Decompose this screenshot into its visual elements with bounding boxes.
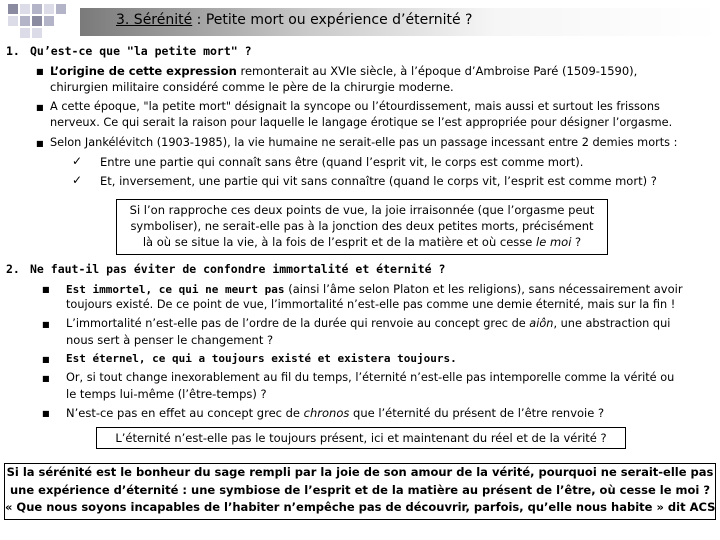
bullet-icon: ■: [36, 139, 44, 148]
checkmark-icon: ✓: [72, 173, 83, 187]
bullet-icon: ■: [42, 355, 50, 364]
s2-bullet2-line1: L’immortalité n’est-elle pas de l’ordre de la durée qui renvoie au concept grec de aiôn, une abstraction qui: [66, 317, 671, 330]
conclusion-box: [4, 463, 716, 520]
s2-bullet2-line2: nous sert à penser le changement ?: [66, 333, 274, 347]
bullet-icon: ■: [42, 409, 50, 418]
bullet-icon: ■: [42, 320, 50, 329]
conclusion-line3: « Que nous soyons incapables de l’habiter n’empêche pas de découvrir, parfois, qu’elle nous habite » dit ACS: [5, 500, 716, 514]
section1-question: Qu’est-ce que "la petite mort" ?: [30, 44, 252, 58]
bullet-icon: ■: [36, 67, 44, 76]
s2-bullet5-line1: N’est-ce pas en effet au concept grec de chronos que l’éternité du présent de l’être renvoie ?: [66, 406, 605, 420]
s1-box-line1: Si l’on rapproche ces deux points de vue, la joie irraisonnée (que l’orgasme peut: [129, 203, 595, 217]
s2-bullet1-line1: Est immortel, ce qui ne meurt pas (ainsi l’âme selon Platon et les religions), sans nécessairement avoir: [66, 282, 683, 296]
s1-check2: Et, inversement, une partie qui vit sans connaître (quand le corps vit, l’esprit est comme mort) ?: [100, 174, 657, 188]
conclusion-line2: une expérience d’éternité : une symbiose de l’esprit et de la matière au présent de l’être, où cesse le moi ?: [9, 482, 711, 497]
s2-bullet4-line2: le temps lui-même (l’être-temps) ?: [66, 387, 267, 401]
s1-bullet1-line2: chirurgien militaire considéré comme le père de la chirurgie moderne.: [50, 80, 454, 94]
bullet-icon: ■: [42, 374, 50, 383]
section1-number: 1.: [6, 44, 20, 58]
s1-box-line3: là où se situe la vie, à la fois de l’esprit et de la matière et où cesse le moi ?: [142, 235, 582, 249]
s2-bullet1-line2: toujours existé. De ce point de vue, l’immortalité n’est-elle pas comme une demie éternité, mais sur la fin !: [66, 298, 676, 311]
section2-question: Ne faut-il pas éviter de confondre immortalité et éternité ?: [30, 262, 446, 276]
conclusion-line1: Si la sérénité est le bonheur du sage rempli par la joie de son amour de la vérité, pourquoi ne serait-elle pas: [6, 465, 714, 479]
section1-summary-box: [116, 199, 608, 255]
s1-bullet3-line1: Selon Jankélévitch (1903-1985), la vie humaine ne serait-elle pas un passage incessant entre 2 demies morts :: [50, 136, 678, 149]
section2-summary-box: [96, 427, 626, 449]
s1-bullet1-line1: L’origine de cette expression remonterait au XVIe siècle, à l’époque d’Ambroise Paré (1509-1590),: [50, 64, 638, 78]
s1-bullet2-line2: nerveux. Ce qui serait la raison pour laquelle le langage érotique se l’est appropriée pour désigner l’orgasme.: [50, 116, 673, 129]
s2-bullet4-line1: Or, si tout change inexorablement au fil du temps, l’éternité n’est-elle pas intemporelle comme la vérité ou: [66, 371, 675, 384]
corner-squares-decoration: [0, 0, 80, 40]
s1-box-line2: symboliser), ne serait-elle pas à la jonction des deux petites morts, précisément: [130, 219, 594, 233]
page-title: 3. Sérénité : Petite mort ou expérience d’éternité ?: [116, 12, 473, 28]
s1-check1: Entre une partie qui connaît sans être (quand l’esprit vit, le corps est comme mort).: [100, 155, 584, 169]
bullet-icon: ■: [36, 103, 44, 112]
bullet-icon: ■: [42, 285, 50, 294]
s2-box-text: L’éternité n’est-elle pas le toujours présent, ici et maintenant du réel et de la vérité ?: [115, 431, 607, 445]
section2-number: 2.: [6, 262, 20, 276]
s2-bullet3-line1: Est éternel, ce qui a toujours existé et existera toujours.: [66, 352, 457, 365]
checkmark-icon: ✓: [72, 154, 83, 168]
s1-bullet2-line1: A cette époque, "la petite mort" désignait la syncope ou l’étourdissement, mais aussi et surtout les frissons: [50, 100, 660, 113]
